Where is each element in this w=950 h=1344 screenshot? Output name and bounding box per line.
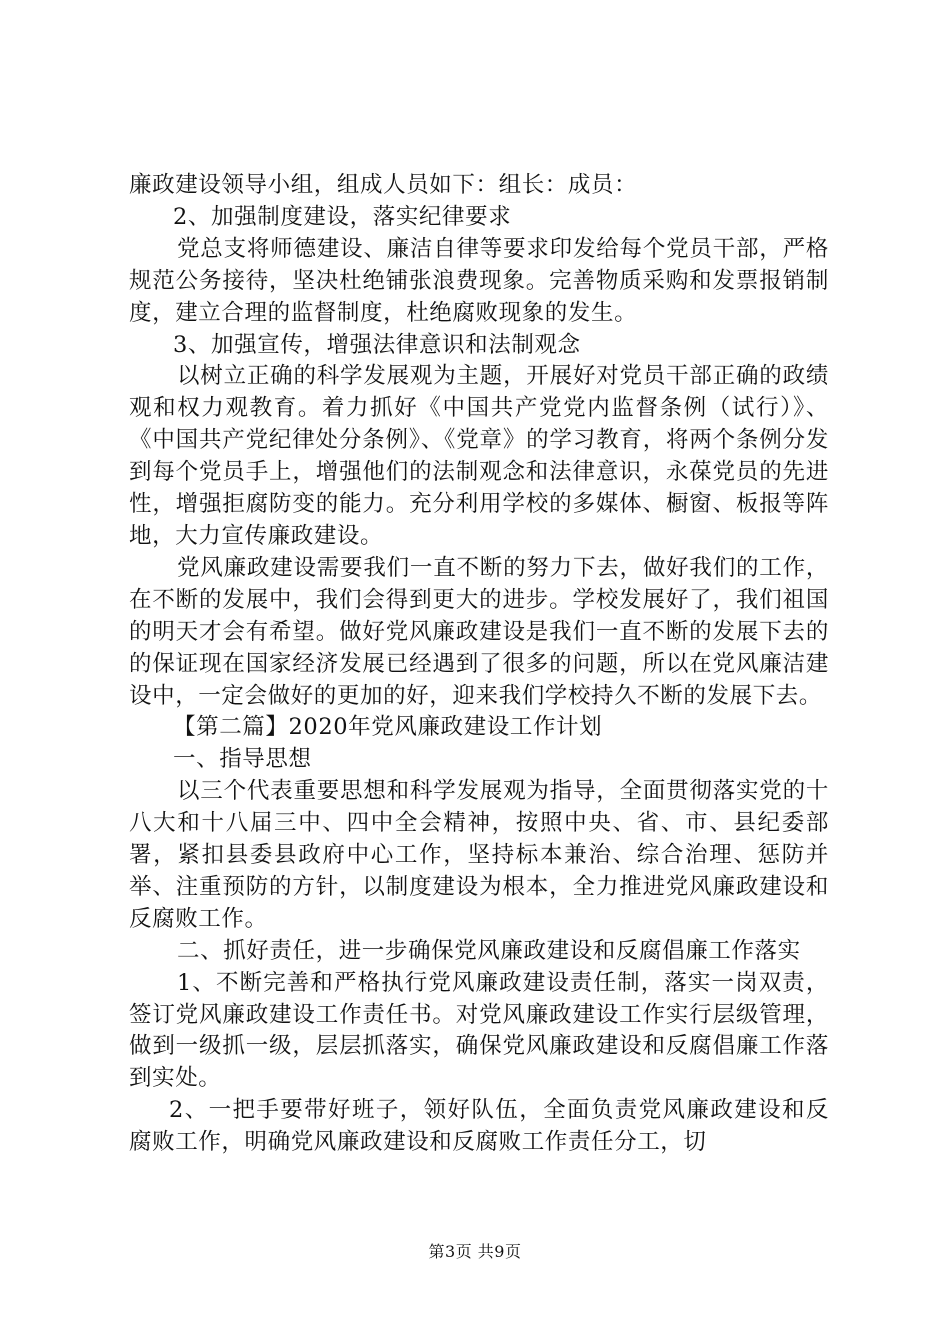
section-heading-responsibility: 二、抓好责任，进一步确保党风廉政建设和反腐倡廉工作落实: [177, 937, 801, 964]
page-number-footer: 第3页 共9页: [428, 1242, 522, 1261]
section-heading-publicity: 3、加强宣传，增强法律意识和法制观念: [173, 331, 581, 358]
paragraph-guiding-ideology: 以三个代表重要思想和科学发展观为指导，全面贯彻落实党的十八大和十八届三中、四中全会精神，按照中央、省、市、县纪委部署，紧扣县委县政府中心工作，坚持标本兼治、综合治理、惩防并举、注重预防的方针，以制度建设为根本，全力推进党风廉政建设和反腐败工作。: [129, 778, 829, 932]
article-title-second: 【第二篇】2020年党风廉政建设工作计划: [173, 714, 603, 741]
section-heading-guiding-ideology: 一、指导思想: [173, 746, 312, 773]
paragraph-leading-line: 廉政建设领导小组，组成人员如下：组长：成员：: [129, 172, 638, 198]
paragraph-legal-awareness: 以树立正确的科学发展观为主题，开展好对党员干部正确的政绩观和权力观教育。着力抓好《中国共产党党内监督条例（试行）》、《中国共产党纪律处分条例》、《党章》的学习教育，将两个条例分发到每个党员手上，增强他们的法制观念和法律意识，永葆党员的先进性，增强拒腐防变的能力。充分利用学校的多媒体、橱窗、板报等阵地，大力宣传廉政建设。: [129, 363, 829, 549]
document-body: [129, 170, 829, 1159]
paragraph-leadership: 2、一把手要带好班子，领好队伍，全面负责党风廉政建设和反腐败工作，明确党风廉政建设和反腐败工作责任分工，切: [129, 1097, 829, 1156]
section-heading-institution: 2、加强制度建设，落实纪律要求: [173, 203, 512, 230]
paragraph-discipline: 党总支将师德建设、廉洁自律等要求印发给每个党员干部，严格规范公务接待，坚决杜绝铺张浪费现象。完善物质采购和发票报销制度，建立合理的监督制度，杜绝腐败现象的发生。: [129, 235, 829, 326]
paragraph-responsibility-system: 1、不断完善和严格执行党风廉政建设责任制，落实一岗双责，签订党风廉政建设工作责任书。对党风廉政建设工作实行层级管理，做到一级抓一级，层层抓落实，确保党风廉政建设和反腐倡廉工作落到实处。: [129, 969, 829, 1092]
paragraph-conclusion: 党风廉政建设需要我们一直不断的努力下去，做好我们的工作，在不断的发展中，我们会得到更大的进步。学校发展好了，我们祖国的明天才会有希望。做好党风廉政建设是我们一直不断的发展下去的的保证现在国家经济发展已经遇到了很多的问题，所以在党风廉洁建设中，一定会做好的更加的好，迎来我们学校持久不断的发展下去。: [129, 554, 829, 709]
